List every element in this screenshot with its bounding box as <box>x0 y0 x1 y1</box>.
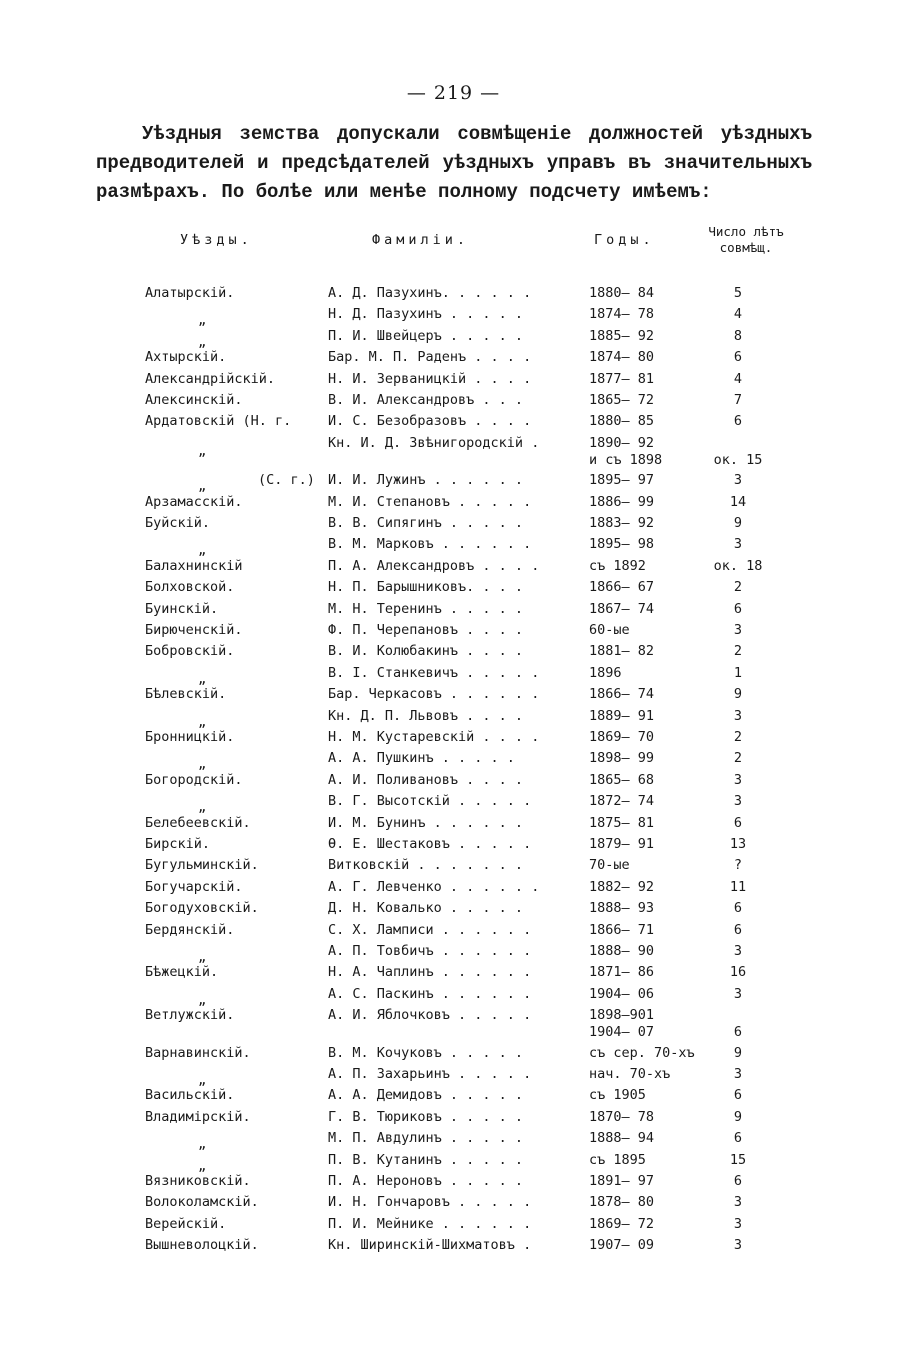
table-row <box>0 1173 907 1194</box>
uezd-cell: „ <box>198 949 207 965</box>
table-row <box>0 472 907 493</box>
years-cell: 1891— 97 <box>589 1173 655 1189</box>
count-cell: 3 <box>733 943 743 959</box>
uezd-cell: Ахтырскій. <box>145 349 227 366</box>
table-row <box>0 1045 907 1066</box>
table-row <box>0 1066 907 1087</box>
name-cell: Н. А. Чаплинъ . . . . . . <box>328 964 532 981</box>
uezd-cell: „ <box>198 478 207 495</box>
name-cell: Д. Н. Ковалько . . . . . <box>328 900 524 917</box>
years-cell: 1888— 94 <box>589 1130 655 1147</box>
years-cell: 1872— 74 <box>589 793 655 810</box>
years-cell: 60-ые <box>589 622 630 638</box>
name-cell: Н. М. Кустаревскій . . . . <box>328 729 540 745</box>
table-row <box>0 793 907 814</box>
header-uezd: Уѣзды. <box>180 232 253 248</box>
uezd-cell: Бердянскій. <box>145 921 235 938</box>
name-cell: А. П. Захарьинъ . . . . . <box>328 1066 532 1082</box>
uezd-cell: Бугульминскій. <box>145 857 259 874</box>
count-cell: 11 <box>729 878 747 895</box>
header-count-line1: Число лѣтъ <box>708 224 784 239</box>
name-cell: Н. И. Зерваницкій . . . . <box>328 370 532 387</box>
intro-paragraph <box>96 120 812 207</box>
count-cell: 3 <box>733 1066 743 1082</box>
table-row <box>0 1109 907 1130</box>
count-cell: 8 <box>733 327 743 344</box>
uezd-cell: „ <box>198 542 207 559</box>
count-cell: 3 <box>733 771 743 788</box>
count-cell: ок. 18 <box>713 557 763 574</box>
uezd-cell: Бронницкій. <box>145 729 235 745</box>
header-names: Фамиліи. <box>372 232 470 248</box>
years-cell: 1898— 99 <box>589 750 655 767</box>
table-row <box>0 494 907 515</box>
count-cell: 4 <box>733 306 743 323</box>
table-row <box>0 601 907 622</box>
table-row <box>0 558 907 579</box>
table-row <box>0 665 907 686</box>
count-cell: 1 <box>733 664 743 681</box>
count-cell: 14 <box>729 493 747 510</box>
count-cell: 3 <box>733 985 743 1002</box>
header-count-line2: совмѣщ. <box>719 240 773 255</box>
count-cell: 6 <box>733 814 743 831</box>
uezd-cell: „ <box>198 713 207 730</box>
years-cell: 70-ые <box>589 857 630 874</box>
years-cell: 1869— 72 <box>589 1215 655 1232</box>
years-cell: 1869— 70 <box>589 729 655 745</box>
years-cell: съ 1905 <box>589 1087 646 1104</box>
table-row <box>0 986 907 1007</box>
years-cell: 1883— 92 <box>589 515 655 531</box>
years-cell: 1866— 74 <box>589 686 655 703</box>
count-cell: 6 <box>733 921 743 938</box>
years-cell: 1866— 71 <box>589 921 655 938</box>
uezd-cell: Арзамасскій. <box>145 493 243 510</box>
years-cell: 1870— 78 <box>589 1108 655 1125</box>
table-row <box>0 772 907 793</box>
table-row <box>0 328 907 349</box>
table-row <box>0 1007 907 1041</box>
years-cell: 1874— 78 <box>589 306 655 323</box>
uezd-cell: „ <box>198 756 207 773</box>
name-cell: В. Г. Высотскій . . . . . <box>328 793 532 810</box>
years-cell: съ 1895 <box>589 1151 646 1168</box>
name-cell: Ѳ. Е. Шестаковъ . . . . . <box>328 836 532 852</box>
years-cell: 1881— 82 <box>589 643 655 660</box>
uezd-cell: Буйскій. <box>145 515 211 531</box>
uezd-cell: „ <box>198 670 207 687</box>
uezd-cell: Богодуховскій. <box>145 900 259 917</box>
table-row <box>0 306 907 327</box>
years-cell-second: 1904— 07 <box>589 1024 655 1041</box>
uezd-cell: „ <box>198 1136 207 1153</box>
count-cell: ок. 15 <box>713 451 763 468</box>
years-cell: 1879— 91 <box>589 836 655 852</box>
name-cell: Бар. М. П. Раденъ . . . . <box>328 349 532 366</box>
name-cell: В. М. Кочуковъ . . . . . <box>328 1044 524 1061</box>
name-cell: В. I. Станкевичъ . . . . . <box>328 664 540 681</box>
page-number: — 219 — <box>406 82 501 104</box>
table-row <box>0 1152 907 1173</box>
name-cell: Н. П. Барышниковъ. . . . <box>328 579 524 596</box>
uezd-cell: Алатырскій. <box>145 285 235 301</box>
uezd-cell: Волоколамскій. <box>145 1194 259 1211</box>
count-cell: 3 <box>733 536 743 553</box>
table-row <box>0 900 907 921</box>
uezd-cell: Болховской. <box>145 579 235 596</box>
count-cell: 2 <box>733 729 743 745</box>
table-row <box>0 536 907 557</box>
count-cell: 3 <box>733 1237 743 1254</box>
count-cell: 9 <box>733 515 743 531</box>
years-cell: 1888— 93 <box>589 900 655 917</box>
years-cell: 1886— 99 <box>589 493 655 510</box>
name-cell: А. П. Товбичъ . . . . . . <box>328 943 532 959</box>
count-cell: ? <box>733 857 743 874</box>
years-cell: 1871— 86 <box>589 964 655 981</box>
table-row <box>0 515 907 536</box>
table-row <box>0 349 907 370</box>
count-cell: 6 <box>733 1173 743 1189</box>
years-cell: 1904— 06 <box>589 985 655 1002</box>
uezd-cell: Алексинскій. <box>145 392 243 408</box>
years-cell: 1877— 81 <box>589 370 655 387</box>
count-cell: 6 <box>733 1087 743 1104</box>
name-cell: Витковскій . . . . . . . <box>328 857 524 874</box>
table-row <box>0 643 907 664</box>
count-cell: 2 <box>733 579 743 596</box>
table-row <box>0 879 907 900</box>
years-cell: съ 1892 <box>589 557 646 574</box>
count-cell: 3 <box>733 1215 743 1232</box>
table-row <box>0 579 907 600</box>
uezd-cell: „ <box>198 1072 207 1088</box>
table-row <box>0 857 907 878</box>
name-cell: М. Н. Теренинъ . . . . . <box>328 600 524 617</box>
years-cell: 1865— 72 <box>589 392 655 408</box>
years-cell: 1878— 80 <box>589 1194 655 1211</box>
years-cell: 1865— 68 <box>589 771 655 788</box>
uezd-cell: Вязниковскій. <box>145 1173 251 1189</box>
table-row <box>0 686 907 707</box>
name-cell: И. И. Лужинъ . . . . . . <box>328 472 524 489</box>
count-cell: 6 <box>733 900 743 917</box>
count-cell: 3 <box>733 1194 743 1211</box>
count-cell: 6 <box>733 413 743 430</box>
uezd-cell: Буинскій. <box>145 600 219 617</box>
uezd-cell: Васильскій. <box>145 1087 235 1104</box>
count-cell: 6 <box>733 349 743 366</box>
years-cell: 1890— 92 <box>589 434 655 451</box>
name-cell: Ф. П. Черепановъ . . . . <box>328 622 524 638</box>
name-cell: А. И. Поливановъ . . . . <box>328 771 524 788</box>
uezd-cell: „ <box>198 442 207 459</box>
name-cell: С. Х. Ламписи . . . . . . <box>328 921 532 938</box>
name-cell: А. А. Демидовъ . . . . . <box>328 1087 524 1104</box>
uezd-cell: Ветлужскій. <box>145 1007 235 1024</box>
count-cell: 13 <box>729 836 747 852</box>
name-cell: П. И. Швейцеръ . . . . . <box>328 327 524 344</box>
years-cell: 1885— 92 <box>589 327 655 344</box>
uezd-cell: Богородскій. <box>145 771 243 788</box>
name-cell: А. С. Паскинъ . . . . . . <box>328 985 532 1002</box>
uezd-cell: Бѣлевскій. <box>145 686 227 703</box>
uezd-cell: Верейскій. <box>145 1215 227 1232</box>
table-row <box>0 1130 907 1151</box>
name-cell: Кн. Ширинскій-Шихматовъ . <box>328 1237 532 1254</box>
count-cell: 4 <box>733 370 743 387</box>
table-row <box>0 943 907 964</box>
years-cell: 1866— 67 <box>589 579 655 596</box>
header-count <box>696 224 796 256</box>
header-years: Годы. <box>594 232 655 248</box>
count-cell: 15 <box>729 1151 747 1168</box>
name-cell: А. Д. Пазухинъ. . . . . . <box>328 285 532 301</box>
uezd-cell: Бирюченскій. <box>145 622 243 638</box>
uezd-cell: „ <box>198 991 207 1008</box>
count-cell: 6 <box>733 1024 743 1041</box>
years-cell: 1882— 92 <box>589 878 655 895</box>
name-cell: В. И. Александровъ . . . <box>328 392 524 408</box>
name-cell: Г. В. Тюриковъ . . . . . <box>328 1108 524 1125</box>
table-row <box>0 392 907 413</box>
count-cell: 2 <box>733 643 743 660</box>
uezd-cell: Владимірскій. <box>145 1108 251 1125</box>
name-cell: А. А. Пушкинъ . . . . . <box>328 750 515 767</box>
uezd-cell: Вышневолоцкій. <box>145 1237 259 1254</box>
table-row <box>0 1216 907 1237</box>
table-row <box>0 1237 907 1258</box>
years-cell: 1880— 84 <box>589 285 655 301</box>
table-row <box>0 729 907 750</box>
uezd-cell: Бобровскій. <box>145 643 235 660</box>
uezd-sub-cell: (С. г.) <box>258 472 315 489</box>
name-cell: Кн. И. Д. Звѣнигородскій . <box>328 434 540 451</box>
uezd-cell: „ <box>198 799 207 816</box>
uezd-cell: Варнавинскій. <box>145 1044 251 1061</box>
table-row <box>0 622 907 643</box>
years-cell: 1875— 81 <box>589 814 655 831</box>
count-cell: 5 <box>733 285 743 301</box>
uezd-cell: Балахнинскій <box>145 557 243 574</box>
count-cell: 6 <box>733 1130 743 1147</box>
name-cell: И. С. Безобразовъ . . . . <box>328 413 532 430</box>
name-cell: А. И. Яблочковъ . . . . . <box>328 1007 532 1024</box>
years-cell: 1880— 85 <box>589 413 655 430</box>
table-row <box>0 922 907 943</box>
years-cell: 1896 <box>589 664 622 681</box>
table-row <box>0 750 907 771</box>
count-cell: 9 <box>733 1108 743 1125</box>
name-cell: В. М. Марковъ . . . . . . <box>328 536 532 553</box>
name-cell: П. В. Кутанинъ . . . . . <box>328 1151 524 1168</box>
count-cell: 7 <box>733 392 743 408</box>
count-cell: 6 <box>733 600 743 617</box>
years-cell: 1895— 97 <box>589 472 655 489</box>
name-cell: М. И. Степановъ . . . . . <box>328 493 532 510</box>
years-cell: 1889— 91 <box>589 707 655 724</box>
years-cell: 1907— 09 <box>589 1237 655 1254</box>
count-cell: 3 <box>733 622 743 638</box>
years-cell: 1895— 98 <box>589 536 655 553</box>
count-cell: 16 <box>729 964 747 981</box>
table-row <box>0 964 907 985</box>
years-cell: 1867— 74 <box>589 600 655 617</box>
uezd-cell: „ <box>198 333 207 350</box>
years-cell: 1874— 80 <box>589 349 655 366</box>
years-cell-second: и съ 1898 <box>589 451 663 468</box>
name-cell: Н. Д. Пазухинъ . . . . . <box>328 306 524 323</box>
table-row <box>0 1087 907 1108</box>
uezd-cell: „ <box>198 312 207 329</box>
table-row <box>0 708 907 729</box>
table-row <box>0 371 907 392</box>
uezd-cell: Бѣжецкій. <box>145 964 219 981</box>
table-row <box>0 285 907 306</box>
years-cell: 1898—901 <box>589 1007 655 1024</box>
years-cell: 1888— 90 <box>589 943 655 959</box>
table-row <box>0 434 907 468</box>
name-cell: В. И. Колюбакинъ . . . . <box>328 643 524 660</box>
name-cell: П. И. Мейнике . . . . . . <box>328 1215 532 1232</box>
name-cell: А. Г. Левченко . . . . . . <box>328 878 540 895</box>
count-cell: 2 <box>733 750 743 767</box>
intro-text: Уѣздныя земства допускали совмѣщеніе должностей уѣздныхъ предводителей и предсѣдателей уѣздныхъ управъ въ значительныхъ размѣрахъ. По болѣе или менѣе полному подсчету имѣемъ: <box>96 123 812 203</box>
name-cell: В. В. Сипягинъ . . . . . <box>328 515 524 531</box>
uezd-cell: Александрійскій. <box>145 370 276 387</box>
count-cell: 3 <box>733 707 743 724</box>
uezd-cell: Бирскій. <box>145 836 211 852</box>
count-cell: 9 <box>733 1044 743 1061</box>
table-row <box>0 836 907 857</box>
count-cell: 9 <box>733 686 743 703</box>
table-row <box>0 815 907 836</box>
years-cell: нач. 70-хъ <box>589 1066 671 1082</box>
uezd-cell: Белебеевскій. <box>145 814 251 831</box>
count-cell: 3 <box>733 793 743 810</box>
uezd-cell: Ардатовскій (Н. г. <box>145 413 292 430</box>
years-cell: съ сер. 70-хъ <box>589 1044 695 1061</box>
name-cell: П. А. Нероновъ . . . . . <box>328 1173 524 1189</box>
name-cell: И. Н. Гончаровъ . . . . . <box>328 1194 532 1211</box>
uezd-cell: „ <box>198 1157 207 1174</box>
name-cell: П. А. Александровъ . . . . <box>328 557 540 574</box>
name-cell: Кн. Д. П. Львовъ . . . . <box>328 707 524 724</box>
table-row <box>0 413 907 434</box>
count-cell: 3 <box>733 472 743 489</box>
name-cell: Бар. Черкасовъ . . . . . . <box>328 686 540 703</box>
uezd-cell: Богучарскій. <box>145 878 243 895</box>
name-cell: М. П. Авдулинъ . . . . . <box>328 1130 524 1147</box>
name-cell: И. М. Бунинъ . . . . . . <box>328 814 524 831</box>
table-row <box>0 1194 907 1215</box>
